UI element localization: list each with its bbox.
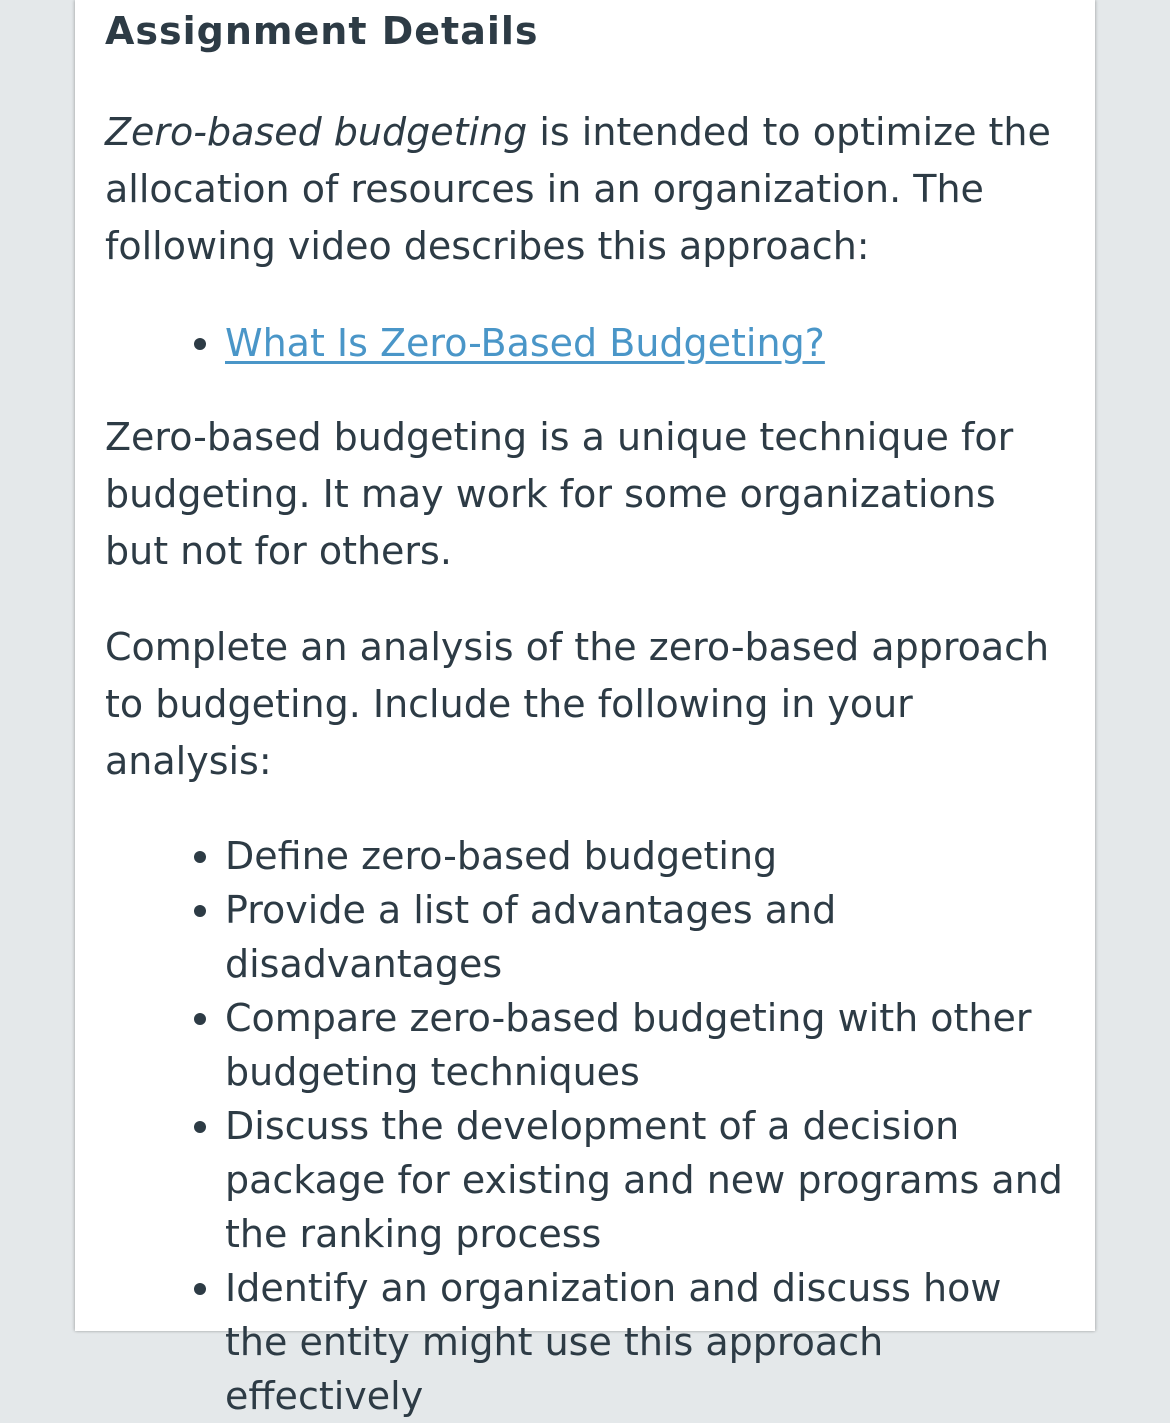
- list-item: [225, 315, 1065, 372]
- section-heading: Assignment Details: [105, 9, 539, 53]
- task-item-compare: • Compare zero-based budgeting with other budgeting techniques: [225, 991, 1065, 1099]
- instructions-paragraph: Complete an analysis of the zero-based approach to budgeting. Include the following in your analysis:: [105, 625, 1050, 783]
- task-item-advantages: • Provide a list of advantages and disadvantages: [225, 883, 1065, 991]
- description-paragraph: Zero-based budgeting is a unique technique for budgeting. It may work for some organizations but not for others.: [105, 415, 1014, 573]
- intro-italic-term: Zero-based budgeting: [105, 110, 528, 154]
- task-item-define: • Define zero-based budgeting: [225, 829, 1065, 883]
- task-item-decision-package: • Discuss the development of a decision package for existing and new programs and the ranking process: [225, 1099, 1065, 1261]
- assignment-card: [75, 0, 1095, 1418]
- video-list: [105, 315, 1065, 372]
- task-item-organization: • Identify an organization and discuss how the entity might use this approach effectively: [225, 1261, 1065, 1423]
- intro-text: is intended to optimize the allocation of resources in an organization. The following video describes this approach:: [105, 110, 1051, 268]
- intro-paragraph: [105, 104, 1065, 275]
- task-list: [105, 829, 1065, 1423]
- video-link[interactable]: What Is Zero-Based Budgeting?: [225, 321, 825, 365]
